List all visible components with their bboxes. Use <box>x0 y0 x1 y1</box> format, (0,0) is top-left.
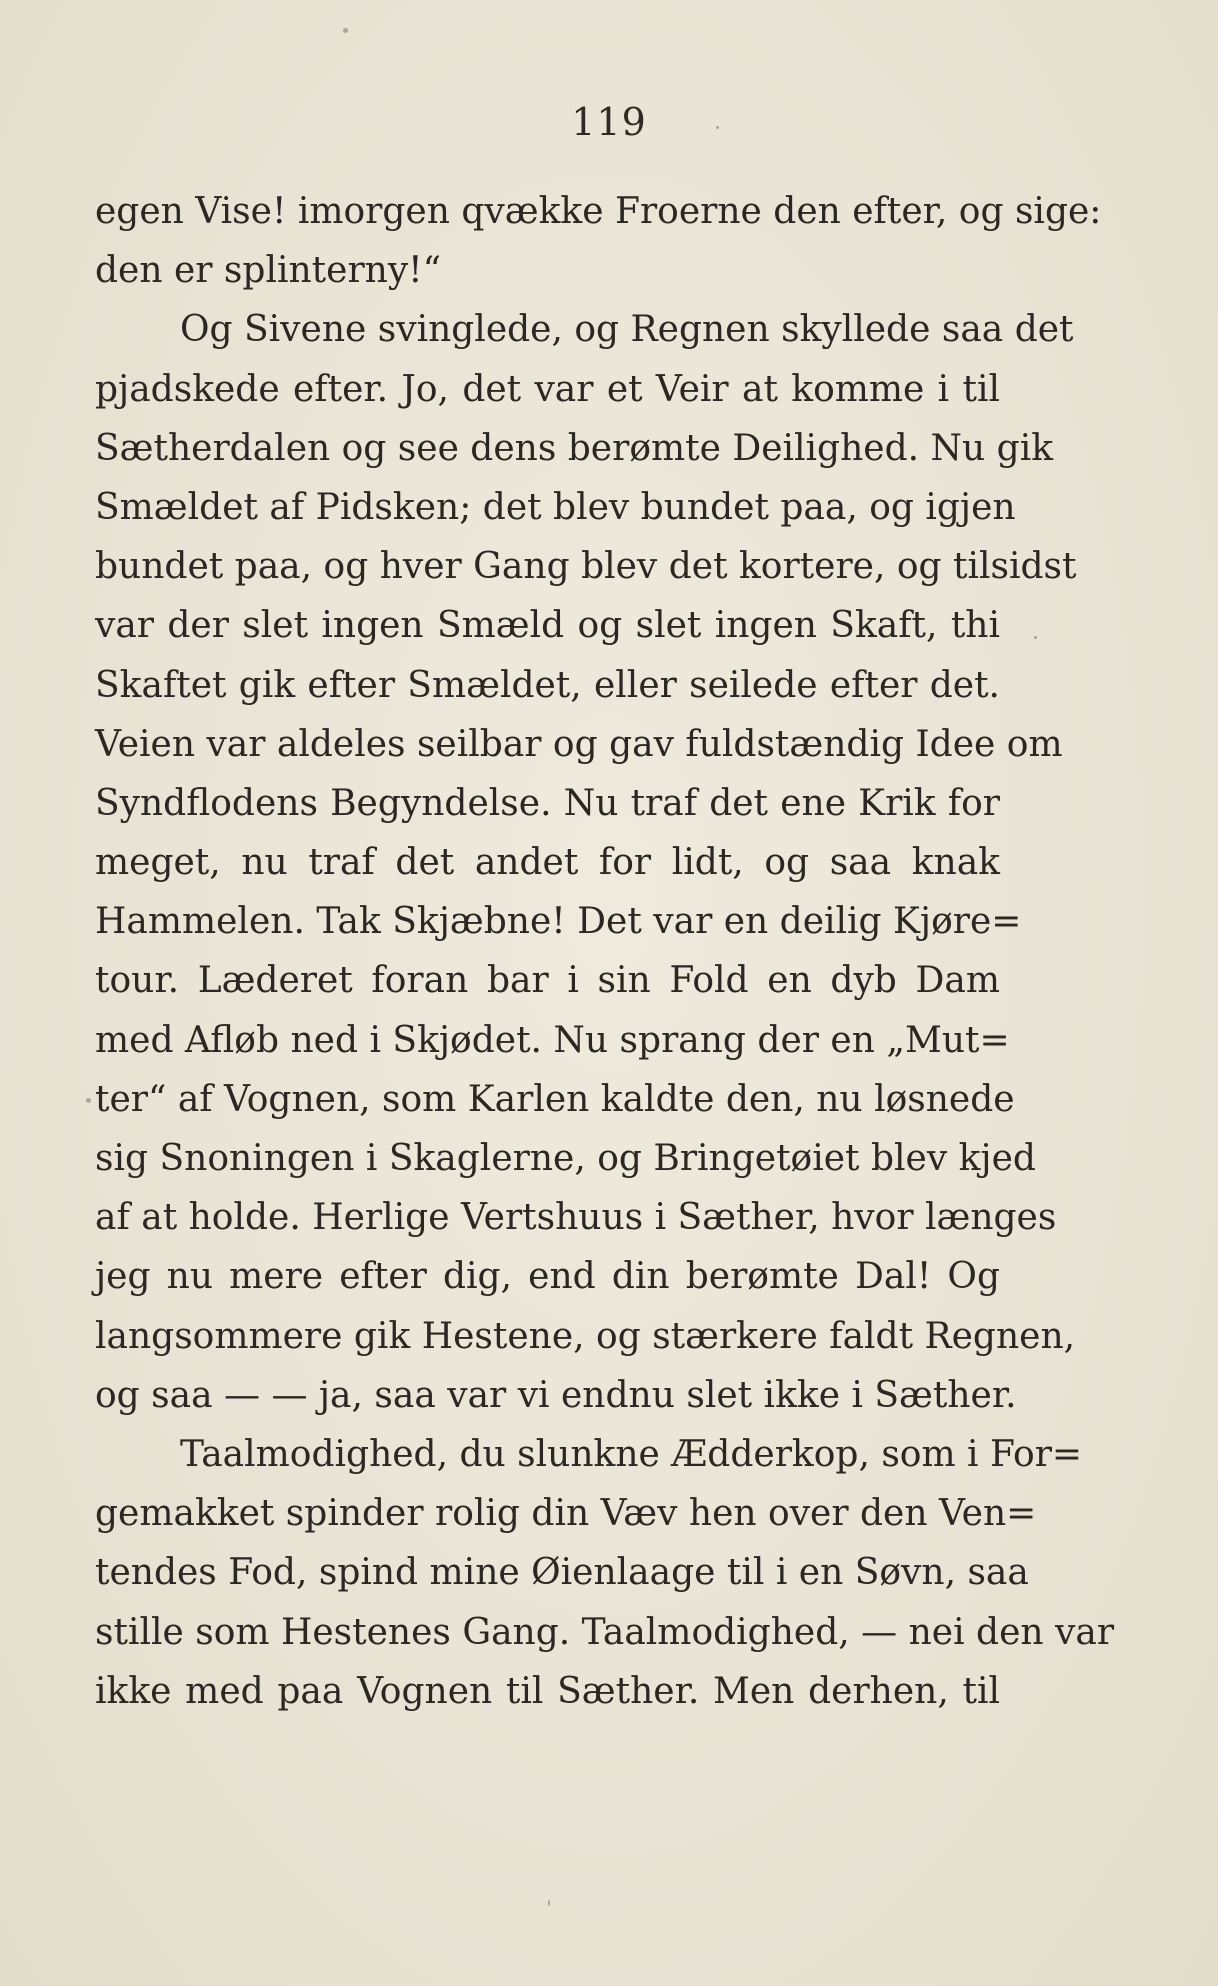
text-line: pjadskede efter. Jo, det var et Veir at komme i til <box>95 368 1000 410</box>
text-line: gemakket spinder rolig din Væv hen over den Ven= <box>95 1493 1037 1535</box>
text-line: ter“ af Vognen, som Karlen kaldte den, nu løsnede <box>95 1078 1015 1120</box>
text-line: den er splinterny!“ <box>95 250 442 292</box>
text-line: langsommere gik Hestene, og stærkere faldt Regnen, <box>95 1315 1076 1357</box>
text-line: Taalmodighed, du slunkne Ædderkop, som i For= <box>180 1433 1083 1475</box>
text-line: Og Sivene svinglede, og Regnen skyllede saa det <box>180 309 1074 351</box>
text-line: bundet paa, og hver Gang blev det kortere, og tilsidst <box>95 546 1077 588</box>
text-line: med Afløb ned i Skjødet. Nu sprang der en „Mut= <box>95 1019 1010 1061</box>
text-line: jeg nu mere efter dig, end din berømte Dal! Og <box>95 1256 1000 1298</box>
text-line: af at holde. Herlige Vertshuus i Sæther, hvor længes <box>95 1197 1057 1239</box>
text-line: tour. Læderet foran bar i sin Fold en dyb Dam <box>95 960 1000 1002</box>
body-text <box>95 182 1115 1721</box>
text-line: Hammelen. Tak Skjæbne! Det var en deilig Kjøre= <box>95 901 1022 943</box>
text-line: ikke med paa Vognen til Sæther. Men derhen, til <box>95 1670 1000 1712</box>
text-line: og saa — — ja, saa var vi endnu slet ikke i Sæther. <box>95 1374 1017 1416</box>
text-line: Syndflodens Begyndelse. Nu traf det ene Krik for <box>95 782 1000 824</box>
paper-speck <box>1034 636 1037 639</box>
text-line: sig Snoningen i Skaglerne, og Bringetøiet blev kjed <box>95 1138 1036 1179</box>
text-line: var der slet ingen Smæld og slet ingen Skaft, thi <box>95 605 1000 647</box>
page-number: 119 <box>571 100 647 144</box>
paper-speck <box>343 28 348 33</box>
text-line: Skaftet gik efter Smældet, eller seilede efter det. <box>95 664 1000 706</box>
paper-speck <box>86 1098 91 1103</box>
text-line: egen Vise! imorgen qvække Froerne den efter, og sige: <box>95 191 1102 232</box>
text-line: Sætherdalen og see dens berømte Deilighed. Nu gik <box>95 427 1054 469</box>
text-line: tendes Fod, spind mine Øienlaage til i en Søvn, saa <box>95 1552 1029 1594</box>
text-line: meget, nu traf det andet for lidt, og saa knak <box>95 842 1000 884</box>
text-line: Smældet af Pidsken; det blev bundet paa, og igjen <box>95 486 1016 528</box>
paper-speck <box>548 1900 550 1906</box>
text-line: Veien var aldeles seilbar og gav fuldstændig Idee om <box>95 723 1063 765</box>
text-line: stille som Hestenes Gang. Taalmodighed, — nei den var <box>95 1611 1115 1653</box>
